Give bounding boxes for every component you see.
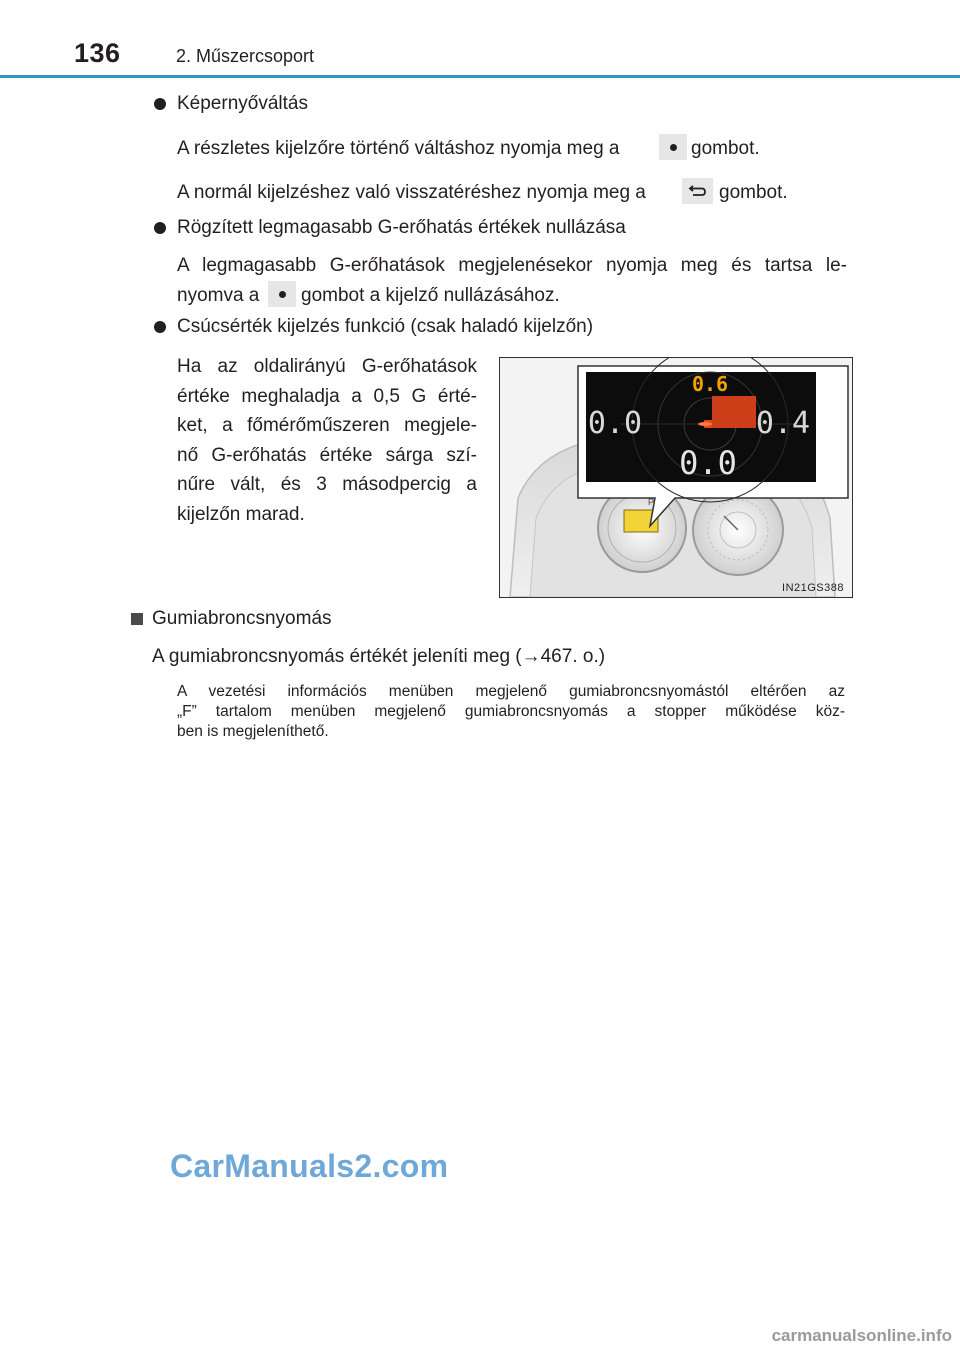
section-title-peak: Csúcsérték kijelzés funkció (csak haladó kijelzőn) — [177, 316, 594, 337]
screen-switch-line1-end: gombot. — [691, 138, 760, 159]
watermark-logo[interactable]: CarManuals2.com — [170, 1148, 449, 1184]
g-force-figure — [499, 357, 853, 598]
reset-line2-end: gombot a kijelző nullázásához. — [301, 285, 560, 306]
tire-note-line: „F” tartalom menüben megjelenő gumiabroncsnyomás a stopper működése köz- — [177, 703, 845, 720]
section-title-reset: Rögzített legmagasabb G-erőhatás értékek nullázása — [177, 217, 626, 238]
screen-switch-line1 — [177, 137, 620, 161]
screen-switch-line1-text: A részletes kijelzőre történő váltáshoz nyomja meg a — [177, 138, 620, 159]
figure-code: IN21GS388 — [782, 582, 844, 594]
g-value-left: 0.0 — [587, 406, 643, 441]
gauge-label: P — [648, 497, 655, 507]
tire-note-line: A vezetési információs menüben megjelenő gumiabroncsnyomástól eltérően az — [177, 683, 845, 700]
section-title-screen-switch: Képernyőváltás — [177, 93, 308, 114]
peak-line-last: kijelzőn marad. — [177, 504, 305, 525]
dot-icon — [279, 291, 286, 298]
peak-line: ket, a főmérőműszeren megjele- — [177, 415, 477, 436]
section-title-tire: Gumiabroncsnyomás — [152, 608, 332, 629]
peak-line: nő G-erőhatás értéke sárga szí- — [177, 444, 477, 466]
dot-icon — [670, 144, 677, 151]
enter-button-icon — [659, 134, 687, 160]
bullet-icon — [154, 222, 166, 234]
reset-line2: nyomva a — [177, 285, 260, 306]
screen-switch-line2-end: gombot. — [719, 182, 788, 203]
bullet-icon — [154, 98, 166, 110]
footer-watermark[interactable]: carmanualsonline.info — [771, 1326, 952, 1345]
screen-switch-line2: A normál kijelzéshez való visszatéréshez nyomja meg a — [177, 182, 646, 203]
enter-button-icon — [268, 281, 296, 307]
g-value-top: 0.6 — [691, 372, 729, 396]
return-arrow-icon — [688, 184, 708, 198]
instrument-cluster-illustration — [500, 358, 852, 597]
reset-line1: A legmagasabb G-erőhatások megjelenésekor nyomja meg és tartsa le- — [177, 255, 847, 276]
square-bullet-icon — [131, 613, 143, 625]
chapter-title: 2. Műszercsoport — [176, 46, 315, 66]
peak-line: értéke meghaladja a 0,5 G érté- — [177, 385, 477, 407]
tire-note-last: ben is megjeleníthető. — [177, 723, 329, 740]
header-rule — [0, 75, 960, 78]
back-button-icon — [682, 178, 713, 204]
peak-line: Ha az oldalirányú G-erőhatások — [177, 356, 477, 377]
tire-line: A gumiabroncsnyomás értékét jeleníti meg (→467. o.) — [152, 646, 606, 667]
g-value-right: 0.4 — [755, 406, 811, 441]
page-header — [0, 0, 960, 80]
peak-line: nűre vált, és 3 másodpercig a — [177, 474, 477, 495]
g-value-bottom: 0.0 — [679, 444, 737, 482]
page-number: 136 — [74, 38, 121, 68]
bullet-icon — [154, 321, 166, 333]
